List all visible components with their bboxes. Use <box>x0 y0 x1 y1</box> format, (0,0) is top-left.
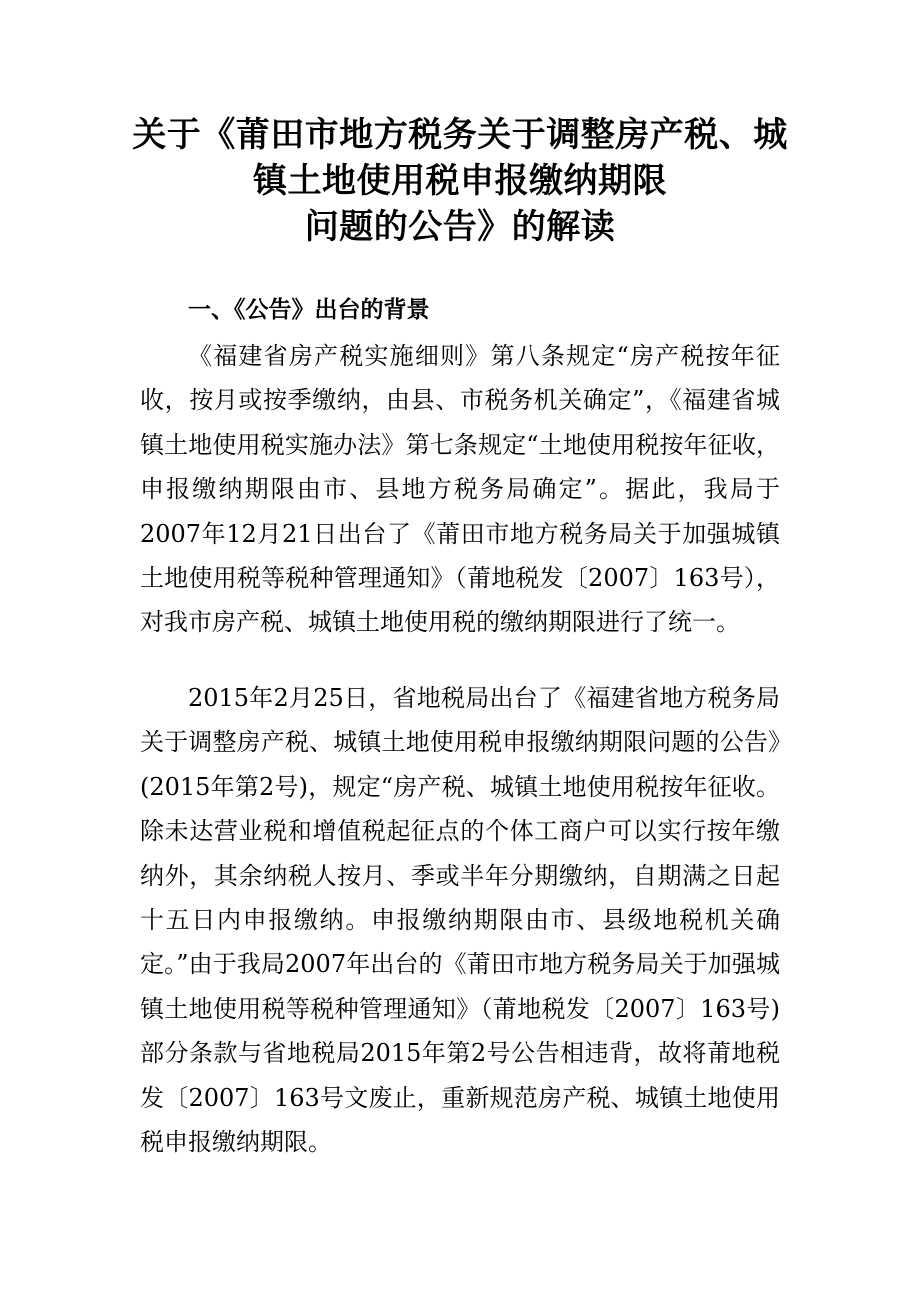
title-line: 镇土地使用税申报缴纳期限 <box>253 161 667 201</box>
body-paragraph: 2015年2月25日，省地税局出台了《福建省地方税务局关于调整房产税、城镇土地使用税申报缴纳期限问题的公告》(2015年第2号)，规定“房产税、城镇土地使用税按年征收。除未达营业税和增值税起征点的个体工商户可以实行按年缴纳外，其余纳税人按月、季或半年分期缴纳，自期满之日起十五日内申报缴纳。申报缴纳期限由市、县级地税机关确定。”由于我局2007年出台的《莆田市地方税务局关于加强城镇土地使用税等税种管理通知》（莆地税发〔2007〕163号)部分条款与省地税局2015年第2号公告相违背，故将莆地税发〔2007〕163号文废止，重新规范房产税、城镇土地使用税申报缴纳期限。 <box>140 684 780 1157</box>
section-heading: 一、《公告》出台的背景 <box>188 297 430 323</box>
title-line: 关于《莆田市地方税务关于调整房产税、城 <box>132 115 788 155</box>
body-paragraph: 《福建省房产税实施细则》第八条规定“房产税按年征收，按月或按季缴纳，由县、市税务机关确定”，《福建省城镇土地使用税实施办法》第七条规定“土地使用税按年征收，申报缴纳期限由市、县地方税务局确定”。据此，我局于2007年12月21日出台了《莆田市地方税务局关于加强城镇土地使用税等税种管理通知》（莆地税发〔2007〕163号），对我市房产税、城镇土地使用税的缴纳期限进行了统一。 <box>140 342 780 637</box>
document-title <box>100 112 820 250</box>
title-line: 问题的公告》的解读 <box>304 207 616 247</box>
